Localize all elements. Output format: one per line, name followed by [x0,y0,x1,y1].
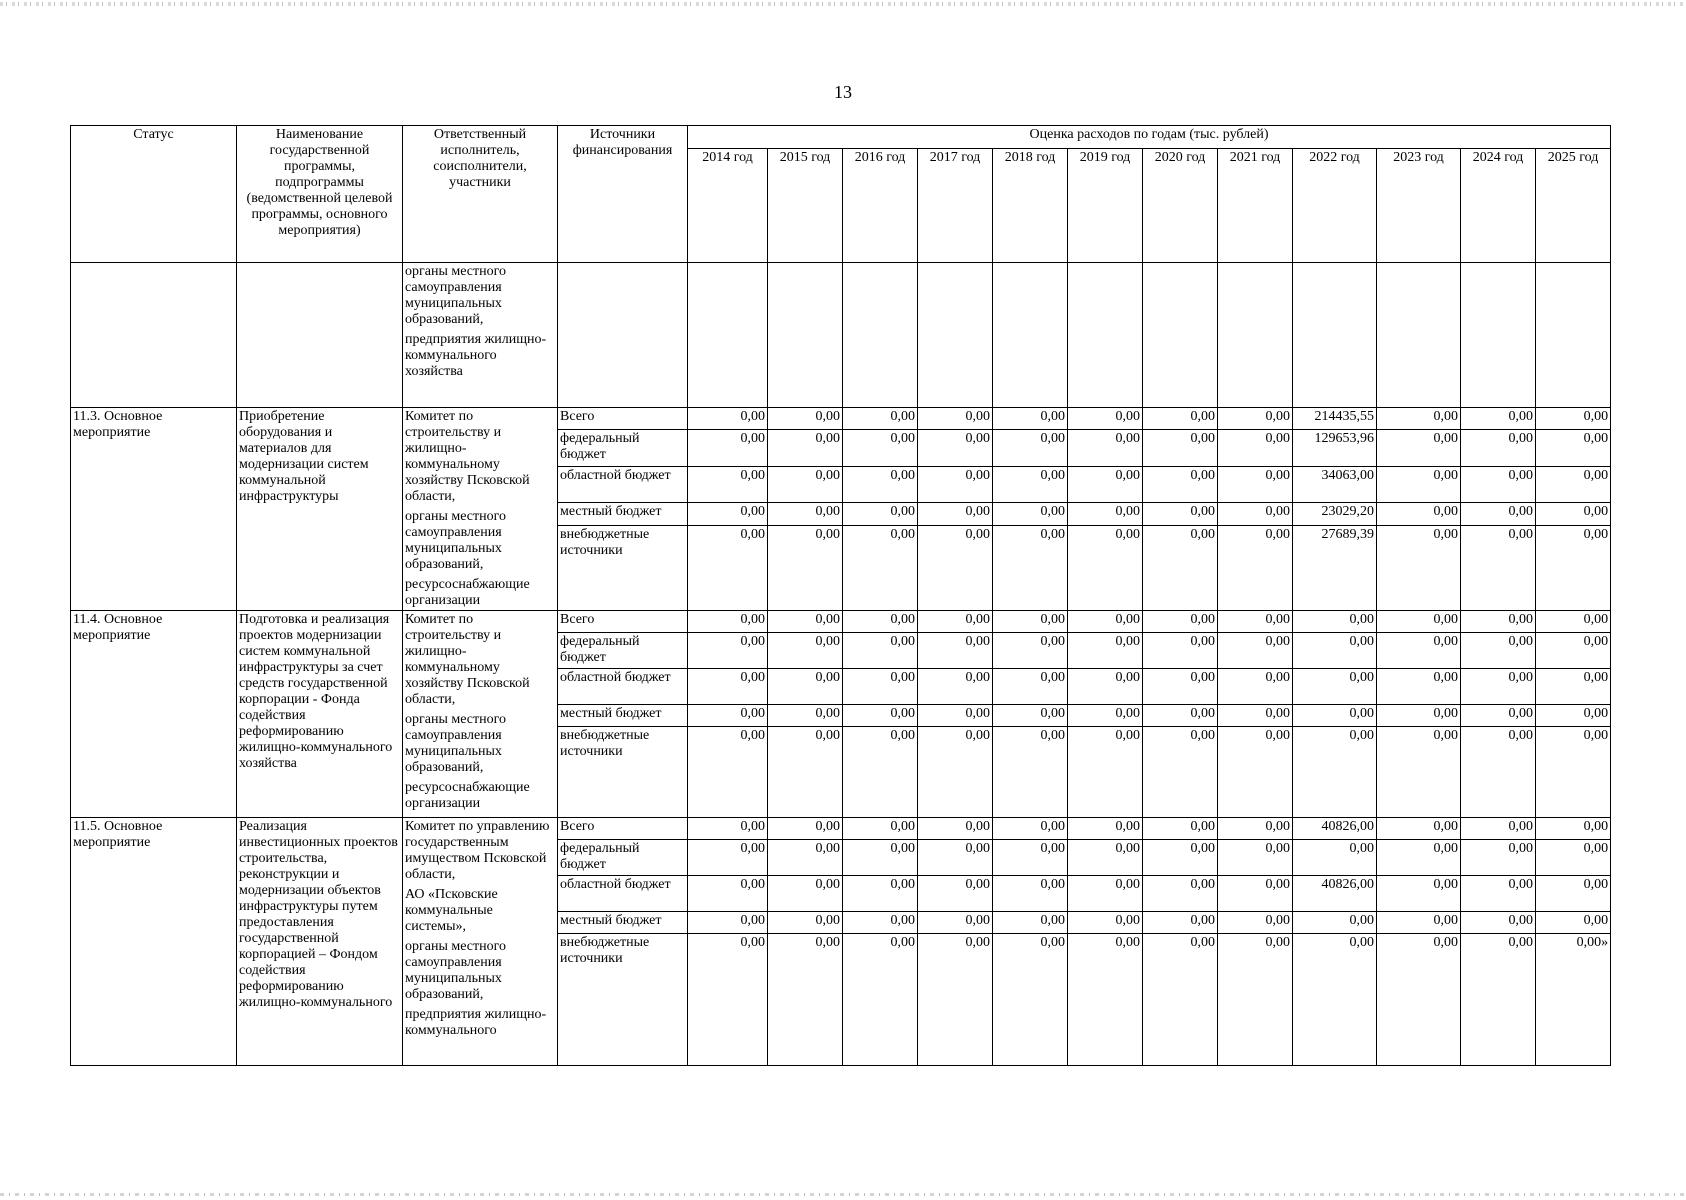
amount-cell: 0,00 [1218,525,1293,610]
amount-cell: 0,00 [688,430,768,467]
page-number: 13 [834,82,852,102]
header-year: 2025 год [1536,149,1611,263]
amount-cell: 0,00 [1293,840,1377,876]
amount-cell: 0,00 [688,466,768,503]
amount-cell: 0,00 [843,525,918,610]
amount-cell: 0,00 [918,408,993,430]
amount-cell: 0,00 [1377,466,1461,503]
section-status: 11.4. Основное мероприятие [71,611,237,818]
funding-source: федеральный бюджет [558,633,688,669]
responsible-line: органы местного самоуправления муниципальных образований, [405,939,506,1002]
amount-cell: 0,00 [843,840,918,876]
empty-cell [1293,263,1377,408]
amount-cell: 0,00 [843,466,918,503]
amount-cell: 0,00 [688,818,768,840]
amount-cell: 0,00 [1377,934,1461,1066]
amount-cell: 0,00 [1461,466,1536,503]
amount-cell: 0,00 [1293,934,1377,1066]
amount-cell: 0,00 [993,503,1068,525]
amount-cell: 0,00 [1536,466,1611,503]
amount-cell: 129653,96 [1293,430,1377,467]
responsible-line: Комитет по строительству и жилищно-коммунальному хозяйству Псковской области, [405,612,530,707]
amount-cell: 0,00 [918,818,993,840]
amount-cell: 0,00 [918,525,993,610]
amount-cell: 0,00 [768,840,843,876]
header-year: 2017 год [918,149,993,263]
amount-cell: 0,00 [1218,669,1293,705]
amount-cell: 0,00 [918,934,993,1066]
amount-cell: 0,00 [1377,912,1461,934]
empty-cell [1377,263,1461,408]
funding-source: местный бюджет [558,912,688,934]
empty-cell [768,263,843,408]
scan-artifact-top [0,2,1686,6]
scan-artifact-bottom [0,1193,1686,1196]
amount-cell: 0,00 [768,633,843,669]
amount-cell: 0,00 [1143,408,1218,430]
amount-cell: 0,00 [843,633,918,669]
amount-cell: 0,00 [1068,611,1143,633]
amount-cell: 0,00 [1536,525,1611,610]
header-year: 2020 год [1143,149,1218,263]
amount-cell: 0,00 [1377,669,1461,705]
funding-source: федеральный бюджет [558,430,688,467]
amount-cell: 40826,00 [1293,876,1377,912]
amount-cell: 0,00 [1377,525,1461,610]
amount-cell: 23029,20 [1293,503,1377,525]
amount-cell: 0,00 [1377,633,1461,669]
amount-cell: 0,00 [1461,912,1536,934]
amount-cell: 0,00 [1068,503,1143,525]
header-year: 2016 год [843,149,918,263]
amount-cell: 0,00 [993,818,1068,840]
header-year: 2015 год [768,149,843,263]
amount-cell: 0,00 [993,408,1068,430]
amount-cell: 0,00 [1536,611,1611,633]
responsible-line: органы местного самоуправления муниципальных образований, [405,712,506,775]
empty-cell [688,263,768,408]
empty-cell [1536,263,1611,408]
amount-cell: 0,00 [1218,611,1293,633]
table-row [71,611,1611,633]
amount-cell: 0,00 [688,633,768,669]
funding-source: местный бюджет [558,503,688,525]
responsible-line: АО «Псковские коммунальные системы», [405,887,498,934]
amount-cell: 0,00 [1143,633,1218,669]
amount-cell: 0,00 [843,611,918,633]
funding-source: Всего [558,408,688,430]
amount-cell: 0,00 [843,934,918,1066]
amount-cell: 0,00 [1461,525,1536,610]
amount-cell: 0,00 [1218,912,1293,934]
amount-cell: 0,00 [688,727,768,818]
continuation-status [71,263,237,408]
amount-cell: 0,00 [1143,876,1218,912]
amount-cell: 0,00 [768,669,843,705]
amount-cell: 0,00 [1377,840,1461,876]
amount-cell: 0,00 [1218,705,1293,727]
amount-cell: 0,00 [768,727,843,818]
amount-cell: 0,00 [843,727,918,818]
amount-cell: 0,00 [1218,876,1293,912]
responsible-line: ресурсоснабжающие организации [405,577,530,608]
section-status: 11.5. Основное мероприятие [71,818,237,1066]
amount-cell: 0,00 [1461,503,1536,525]
amount-cell: 40826,00 [1293,818,1377,840]
header-year: 2019 год [1068,149,1143,263]
amount-cell: 0,00 [1536,430,1611,467]
responsible-line: ресурсоснабжающие организации [405,780,530,811]
amount-cell: 0,00 [1293,611,1377,633]
amount-cell: 0,00 [1218,934,1293,1066]
amount-cell: 0,00 [1068,934,1143,1066]
amount-cell: 0,00 [688,840,768,876]
amount-cell: 0,00 [1218,466,1293,503]
amount-cell: 0,00 [918,611,993,633]
funding-source: местный бюджет [558,705,688,727]
amount-cell: 0,00 [768,611,843,633]
section-name: Реализация инвестиционных проектов строительства, реконструкции и модернизации объектов инфраструктуры путем предоставления государственной корпорацией – Фондом содействия реформированию жилищно-коммунального [237,818,403,1066]
amount-cell: 0,00 [843,669,918,705]
amount-cell: 0,00 [843,705,918,727]
header-year: 2021 год [1218,149,1293,263]
amount-cell: 0,00 [768,876,843,912]
amount-cell: 0,00 [918,876,993,912]
header-year: 2023 год [1377,149,1461,263]
amount-cell: 0,00 [1143,611,1218,633]
amount-cell: 0,00 [1461,430,1536,467]
amount-cell: 0,00 [688,669,768,705]
amount-cell: 0,00 [1143,430,1218,467]
amount-cell: 0,00 [1068,727,1143,818]
funding-source: федеральный бюджет [558,840,688,876]
amount-cell: 0,00 [688,503,768,525]
amount-cell: 0,00 [1143,727,1218,818]
section-responsible [403,818,558,1066]
amount-cell: 0,00 [918,705,993,727]
amount-cell: 0,00 [1461,934,1536,1066]
funding-source: внебюджетные источники [558,525,688,610]
amount-cell: 0,00 [1068,525,1143,610]
amount-cell: 0,00 [843,408,918,430]
amount-cell: 0,00 [918,840,993,876]
table-body [71,263,1611,1066]
amount-cell: 0,00 [1218,430,1293,467]
responsible-line: Комитет по строительству и жилищно-коммунальному хозяйству Псковской области, [405,409,530,504]
amount-cell: 0,00 [1377,818,1461,840]
amount-cell: 0,00 [1068,430,1143,467]
header-name: Наименование государственной программы, подпрограммы (ведомственной целевой программы, основного мероприятия) [237,126,403,263]
amount-cell: 0,00 [993,876,1068,912]
amount-cell: 0,00 [1143,669,1218,705]
amount-cell: 0,00 [688,408,768,430]
header-year: 2018 год [993,149,1068,263]
amount-cell: 0,00 [1461,727,1536,818]
amount-cell: 0,00 [1218,840,1293,876]
amount-cell: 0,00 [1377,611,1461,633]
amount-cell: 0,00 [843,818,918,840]
amount-cell: 0,00 [1377,727,1461,818]
amount-cell: 0,00 [768,705,843,727]
header-year: 2014 год [688,149,768,263]
amount-cell: 0,00 [688,934,768,1066]
responsible-line: Комитет по управлению государственным имуществом Псковской области, [405,819,550,882]
amount-cell: 0,00 [1218,633,1293,669]
empty-cell [1143,263,1218,408]
table-row [71,818,1611,840]
amount-cell: 0,00 [993,727,1068,818]
amount-cell: 0,00 [688,705,768,727]
amount-cell: 0,00 [843,876,918,912]
amount-cell: 0,00» [1536,934,1611,1066]
amount-cell: 0,00 [993,669,1068,705]
amount-cell: 0,00 [1293,705,1377,727]
responsible-line: органы местного самоуправления муниципальных образований, [405,509,506,572]
amount-cell: 0,00 [1143,840,1218,876]
continuation-name [237,263,403,408]
funding-source: областной бюджет [558,466,688,503]
amount-cell: 0,00 [843,430,918,467]
amount-cell: 0,00 [918,633,993,669]
amount-cell: 0,00 [918,727,993,818]
amount-cell: 0,00 [768,503,843,525]
amount-cell: 0,00 [1536,840,1611,876]
amount-cell: 0,00 [843,503,918,525]
amount-cell: 0,00 [768,934,843,1066]
amount-cell: 0,00 [768,912,843,934]
amount-cell: 0,00 [1068,818,1143,840]
amount-cell: 0,00 [1536,633,1611,669]
amount-cell: 0,00 [993,912,1068,934]
amount-cell: 0,00 [1293,727,1377,818]
amount-cell: 0,00 [768,408,843,430]
amount-cell: 0,00 [1461,705,1536,727]
section-responsible [403,611,558,818]
amount-cell: 0,00 [1461,818,1536,840]
amount-cell: 0,00 [918,912,993,934]
header-status: Статус [71,126,237,263]
amount-cell: 0,00 [768,525,843,610]
empty-cell [843,263,918,408]
amount-cell: 0,00 [993,934,1068,1066]
amount-cell: 0,00 [1461,633,1536,669]
continuation-source [558,263,688,408]
amount-cell: 0,00 [1068,876,1143,912]
amount-cell: 0,00 [1536,876,1611,912]
amount-cell: 0,00 [918,430,993,467]
amount-cell: 0,00 [1143,525,1218,610]
empty-cell [1461,263,1536,408]
amount-cell: 0,00 [1536,705,1611,727]
amount-cell: 0,00 [1068,408,1143,430]
section-name: Приобретение оборудования и материалов для модернизации систем коммунальной инфраструктуры [237,408,403,611]
funding-source: областной бюджет [558,669,688,705]
responsible-line: предприятия жилищно-коммунального [405,1007,547,1038]
amount-cell: 0,00 [993,633,1068,669]
amount-cell: 0,00 [918,466,993,503]
amount-cell: 0,00 [688,611,768,633]
funding-source: внебюджетные источники [558,934,688,1066]
amount-cell: 0,00 [1143,705,1218,727]
amount-cell: 0,00 [768,466,843,503]
continuation-row [71,263,1611,408]
amount-cell: 0,00 [1143,912,1218,934]
budget-table [70,125,1611,1066]
amount-cell: 0,00 [1536,818,1611,840]
amount-cell: 0,00 [1377,876,1461,912]
amount-cell: 0,00 [688,525,768,610]
amount-cell: 214435,55 [1293,408,1377,430]
amount-cell: 0,00 [1143,934,1218,1066]
continuation-responsible-line: предприятия жилищно-коммунального хозяйства [405,332,547,379]
continuation-responsible [403,263,558,408]
amount-cell: 27689,39 [1293,525,1377,610]
amount-cell: 0,00 [1461,840,1536,876]
amount-cell: 0,00 [1377,503,1461,525]
amount-cell: 0,00 [1143,818,1218,840]
amount-cell: 0,00 [993,430,1068,467]
amount-cell: 0,00 [993,840,1068,876]
amount-cell: 0,00 [993,611,1068,633]
amount-cell: 0,00 [1536,912,1611,934]
funding-source: областной бюджет [558,876,688,912]
empty-cell [918,263,993,408]
header-year: 2022 год [1293,149,1377,263]
amount-cell: 0,00 [1536,408,1611,430]
amount-cell: 0,00 [918,503,993,525]
table-row [71,408,1611,430]
amount-cell: 0,00 [843,912,918,934]
funding-source: Всего [558,818,688,840]
amount-cell: 0,00 [1377,430,1461,467]
section-name: Подготовка и реализация проектов модернизации систем коммунальной инфраструктуры за счет средств государственной корпорации - Фонда содействия реформированию жилищно-коммунального хозяйства [237,611,403,818]
amount-cell: 0,00 [1218,727,1293,818]
funding-source: внебюджетные источники [558,727,688,818]
amount-cell: 0,00 [918,669,993,705]
amount-cell: 0,00 [1068,633,1143,669]
amount-cell: 34063,00 [1293,466,1377,503]
amount-cell: 0,00 [1218,408,1293,430]
funding-source: Всего [558,611,688,633]
amount-cell: 0,00 [1143,503,1218,525]
amount-cell: 0,00 [688,912,768,934]
header-estimate: Оценка расходов по годам (тыс. рублей) [688,126,1611,149]
amount-cell: 0,00 [768,430,843,467]
amount-cell: 0,00 [688,876,768,912]
empty-cell [1068,263,1143,408]
amount-cell: 0,00 [1377,408,1461,430]
continuation-responsible-line: органы местного самоуправления муниципальных образований, [405,264,506,327]
amount-cell: 0,00 [1461,669,1536,705]
empty-cell [1218,263,1293,408]
amount-cell: 0,00 [1377,705,1461,727]
amount-cell: 0,00 [1068,466,1143,503]
amount-cell: 0,00 [1536,669,1611,705]
amount-cell: 0,00 [1536,727,1611,818]
amount-cell: 0,00 [1218,503,1293,525]
amount-cell: 0,00 [1461,611,1536,633]
amount-cell: 0,00 [768,818,843,840]
header-year: 2024 год [1461,149,1536,263]
amount-cell: 0,00 [1461,408,1536,430]
header-sources: Источники финансирования [558,126,688,263]
amount-cell: 0,00 [1218,818,1293,840]
section-status: 11.3. Основное мероприятие [71,408,237,611]
amount-cell: 0,00 [1293,669,1377,705]
amount-cell: 0,00 [1068,912,1143,934]
amount-cell: 0,00 [993,525,1068,610]
amount-cell: 0,00 [1293,912,1377,934]
amount-cell: 0,00 [1461,876,1536,912]
amount-cell: 0,00 [1143,466,1218,503]
amount-cell: 0,00 [1293,633,1377,669]
header-responsible: Ответственный исполнитель, соисполнители, участники [403,126,558,263]
amount-cell: 0,00 [993,466,1068,503]
section-responsible [403,408,558,611]
amount-cell: 0,00 [1068,669,1143,705]
amount-cell: 0,00 [1068,840,1143,876]
amount-cell: 0,00 [993,705,1068,727]
amount-cell: 0,00 [1536,503,1611,525]
amount-cell: 0,00 [1068,705,1143,727]
empty-cell [993,263,1068,408]
